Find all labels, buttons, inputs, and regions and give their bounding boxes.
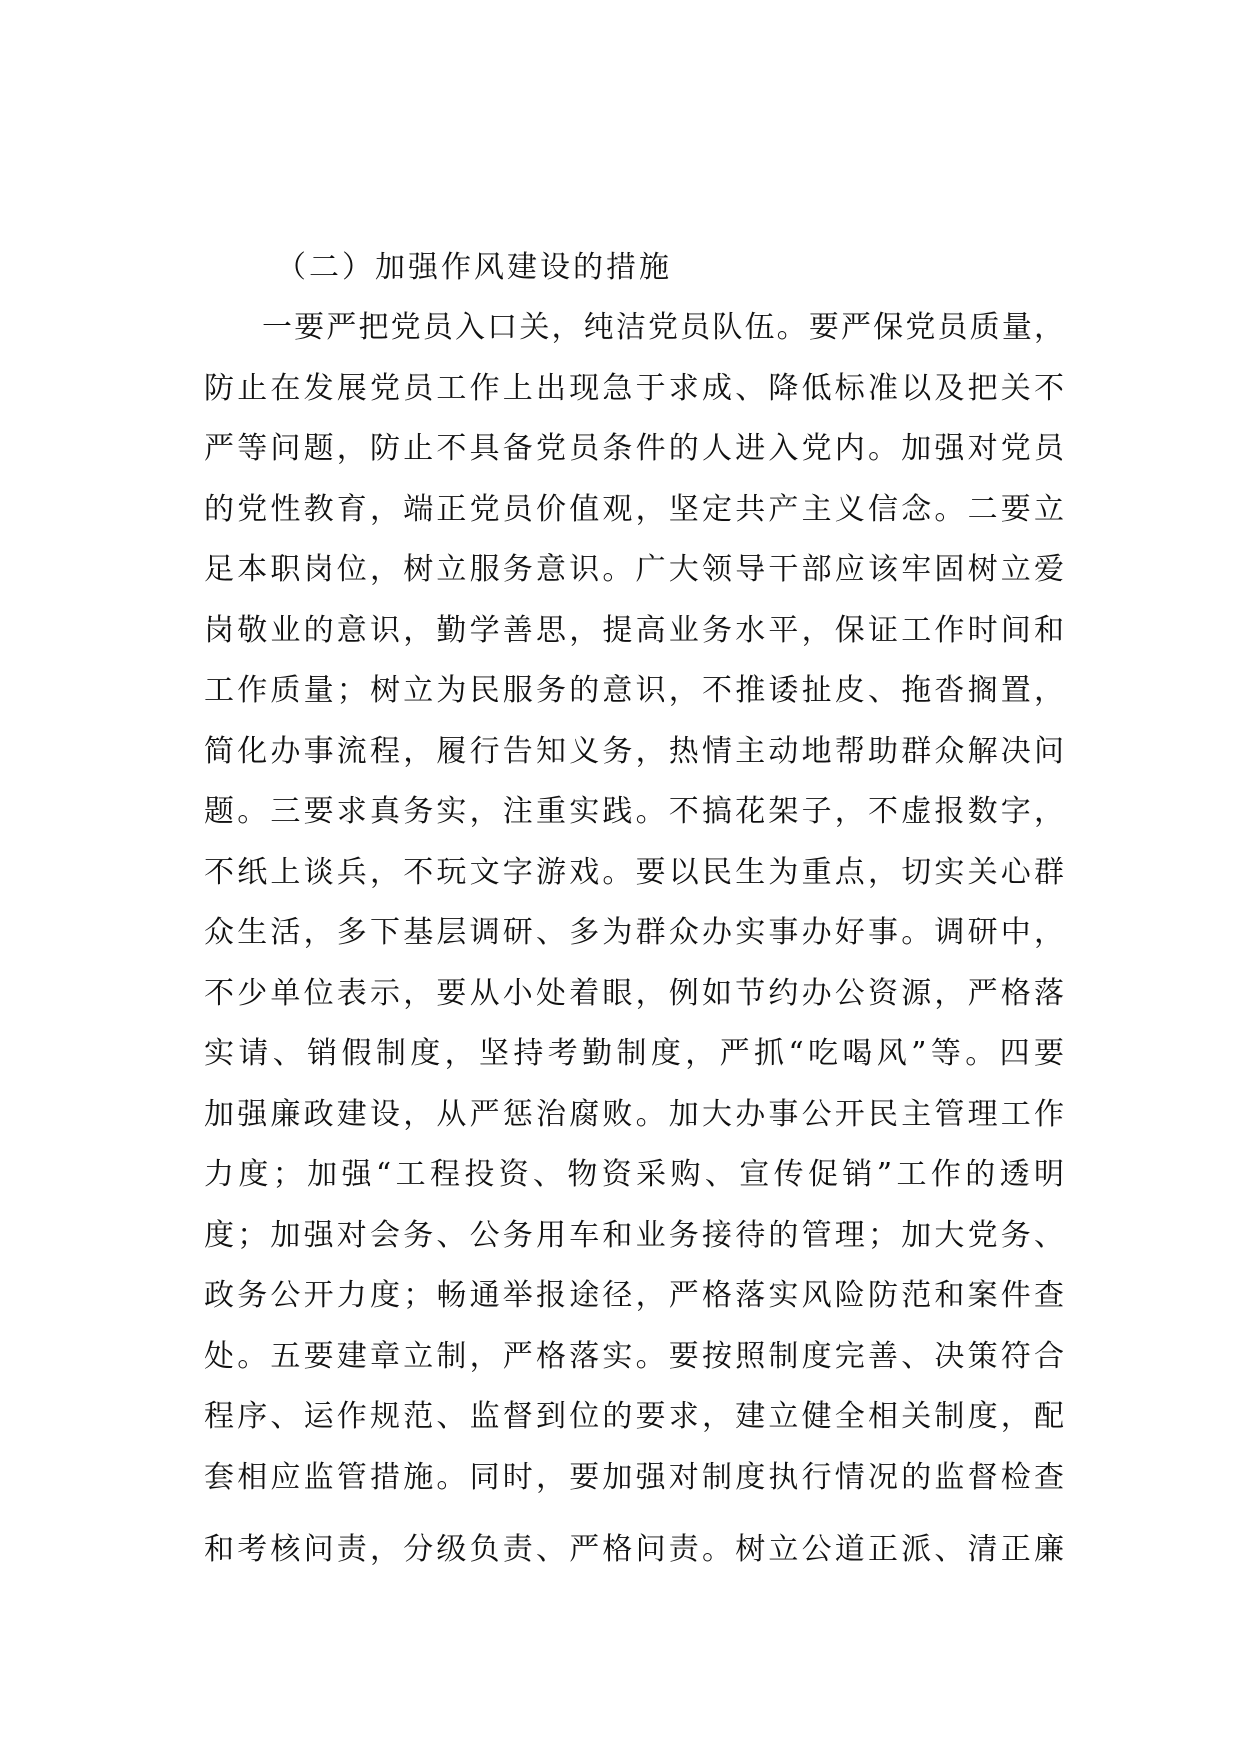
text-line: 加强廉政建设，从严惩治腐败。加大办事公开民主管理工作 xyxy=(204,1096,1064,1132)
paragraph xyxy=(204,298,1064,1581)
text-line: 套相应监管措施。同时，要加强对制度执行情况的监督检查 xyxy=(204,1459,1064,1495)
text-line: 力度；加强“工程投资、物资采购、宣传促销”工作的透明 xyxy=(204,1157,1064,1192)
text-line: 一要严把党员入口关，纯洁党员队伍。要严保党员质量， xyxy=(262,310,1064,345)
text-line: 的党性教育，端正党员价值观，坚定共产主义信念。二要立 xyxy=(204,491,1064,527)
text-line: 工作质量；树立为民服务的意识，不推诿扯皮、拖沓搁置， xyxy=(204,673,1064,708)
text-line: 防止在发展党员工作上出现急于求成、降低标准以及把关不 xyxy=(204,370,1064,406)
text-line: 实请、销假制度，坚持考勤制度，严抓“吃喝风”等。四要 xyxy=(204,1036,1064,1071)
text-line: 众生活，多下基层调研、多为群众办实事办好事。调研中， xyxy=(204,915,1064,950)
document-body xyxy=(204,238,1064,1581)
text-line: 政务公开力度；畅通举报途径，严格落实风险防范和案件查 xyxy=(204,1278,1064,1313)
text-line: 处。五要建章立制，严格落实。要按照制度完善、决策符合 xyxy=(204,1338,1064,1374)
text-line: 不少单位表示，要从小处着眼，例如节约办公资源，严格落 xyxy=(204,975,1064,1011)
text-line: 严等问题，防止不具备党员条件的人进入党内。加强对党员 xyxy=(204,431,1064,466)
section-heading: （二）加强作风建设的措施 xyxy=(276,250,672,285)
text-line: 题。三要求真务实，注重实践。不搞花架子，不虚报数字， xyxy=(204,794,1064,829)
text-line: 简化办事流程，履行告知义务，热情主动地帮助群众解决问 xyxy=(204,733,1064,769)
text-line: 岗敬业的意识，勤学善思，提高业务水平，保证工作时间和 xyxy=(204,612,1064,648)
text-line: 和考核问责，分级负责、严格问责。树立公道正派、清正廉 xyxy=(204,1532,1064,1567)
text-line: 不纸上谈兵，不玩文字游戏。要以民生为重点，切实关心群 xyxy=(204,854,1064,890)
text-line: 度；加强对会务、公务用车和业务接待的管理；加大党务、 xyxy=(204,1217,1064,1253)
text-line: 足本职岗位，树立服务意识。广大领导干部应该牢固树立爱 xyxy=(204,552,1064,587)
text-line: 程序、运作规范、监督到位的要求，建立健全相关制度，配 xyxy=(204,1399,1064,1434)
